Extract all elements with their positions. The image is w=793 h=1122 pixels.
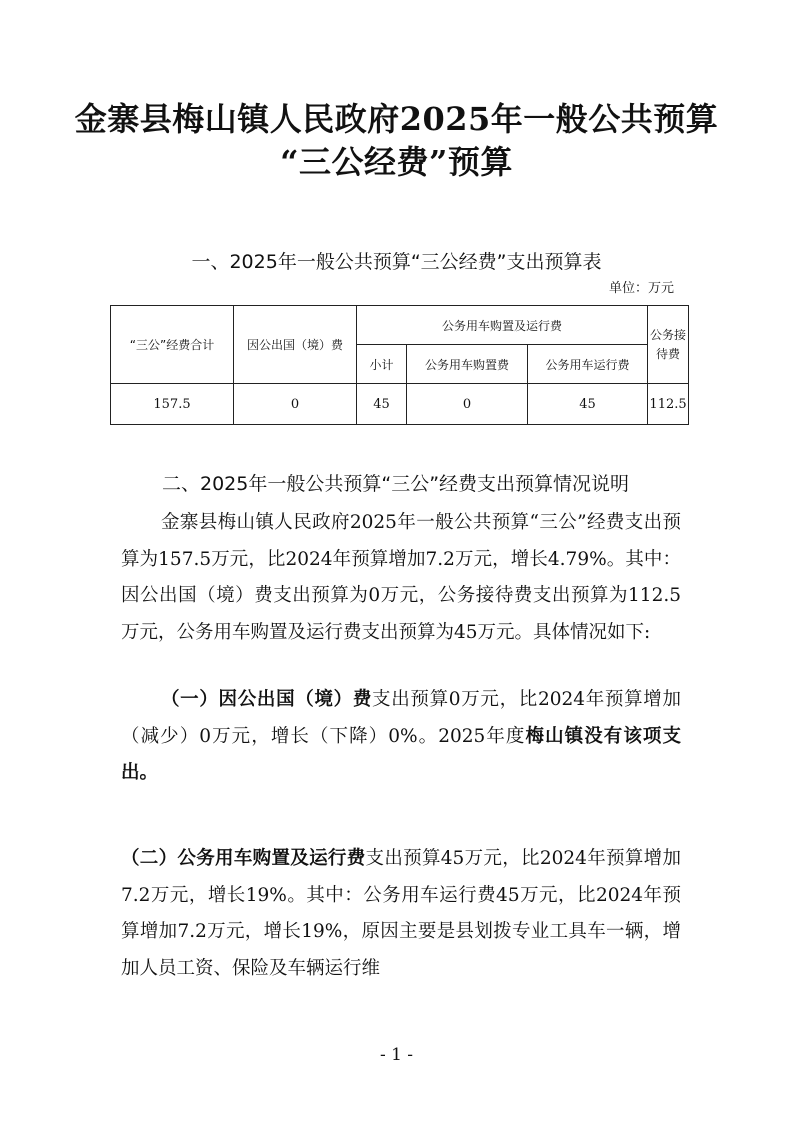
section1-heading: 一、2025年一般公共预算“三公经费”支出预算表: [191, 251, 602, 273]
header-operation: 公务用车运行费: [528, 345, 648, 384]
document-title-line1: 金寨县梅山镇人民政府2025年一般公共预算: [74, 100, 719, 138]
item2-lead: （二）公务用车购置及运行费: [121, 848, 366, 869]
header-vehicle-group: 公务用车购置及运行费: [357, 306, 648, 345]
header-purchase: 公务用车购置费: [407, 345, 528, 384]
intro-paragraph: 金寨县梅山镇人民政府2025年一般公共预算“三公”经费支出预算为157.5万元，比2024年预算增加7.2万元，增长4.79%。其中：因公出国（境）费支出预算为0万元，公务接待费支出预算为112.5万元，公务用车购置及运行费支出预算为45万元。具体情况如下:: [121, 512, 681, 643]
item1-tail: 梅山镇没有该项支出。: [121, 725, 681, 783]
page-number: - 1 -: [379, 1045, 414, 1065]
item1-paragraph: [121, 682, 681, 792]
cell-subtotal: 45: [357, 384, 407, 425]
cell-total: 157.5: [111, 384, 234, 425]
header-abroad: 因公出国（境）费: [234, 306, 357, 384]
item2-paragraph: [121, 841, 681, 987]
table-row: [111, 384, 689, 425]
header-subtotal: 小计: [357, 345, 407, 384]
header-total: “三公”经费合计: [111, 306, 234, 384]
item1-lead: （一）因公出国（境）费: [161, 689, 373, 710]
header-reception: 公务接待费: [648, 306, 689, 384]
section2-heading: 二、2025年一般公共预算“三公”经费支出预算情况说明: [162, 473, 630, 495]
budget-table: [110, 305, 689, 425]
item1-text: 支出预算0万元，比2024年预算增加（减少）0万元，增长（下降）0%。2025年度: [121, 689, 681, 747]
cell-purchase: 0: [407, 384, 528, 425]
item2-text: 支出预算45万元，比2024年预算增加7.2万元，增长19%。其中：公务用车运行费45万元，比2024年预算增加7.2万元，增长19%，原因主要是县划拨专业工具车一辆，增加人员工资、保险及车辆运行维: [121, 848, 681, 979]
unit-label: 单位：万元: [608, 281, 674, 296]
cell-operation: 45: [528, 384, 648, 425]
document-title-line2: “三公经费”预算: [280, 143, 513, 181]
cell-abroad: 0: [234, 384, 357, 425]
cell-reception: 112.5: [648, 384, 689, 425]
table-header-row: [111, 306, 689, 345]
